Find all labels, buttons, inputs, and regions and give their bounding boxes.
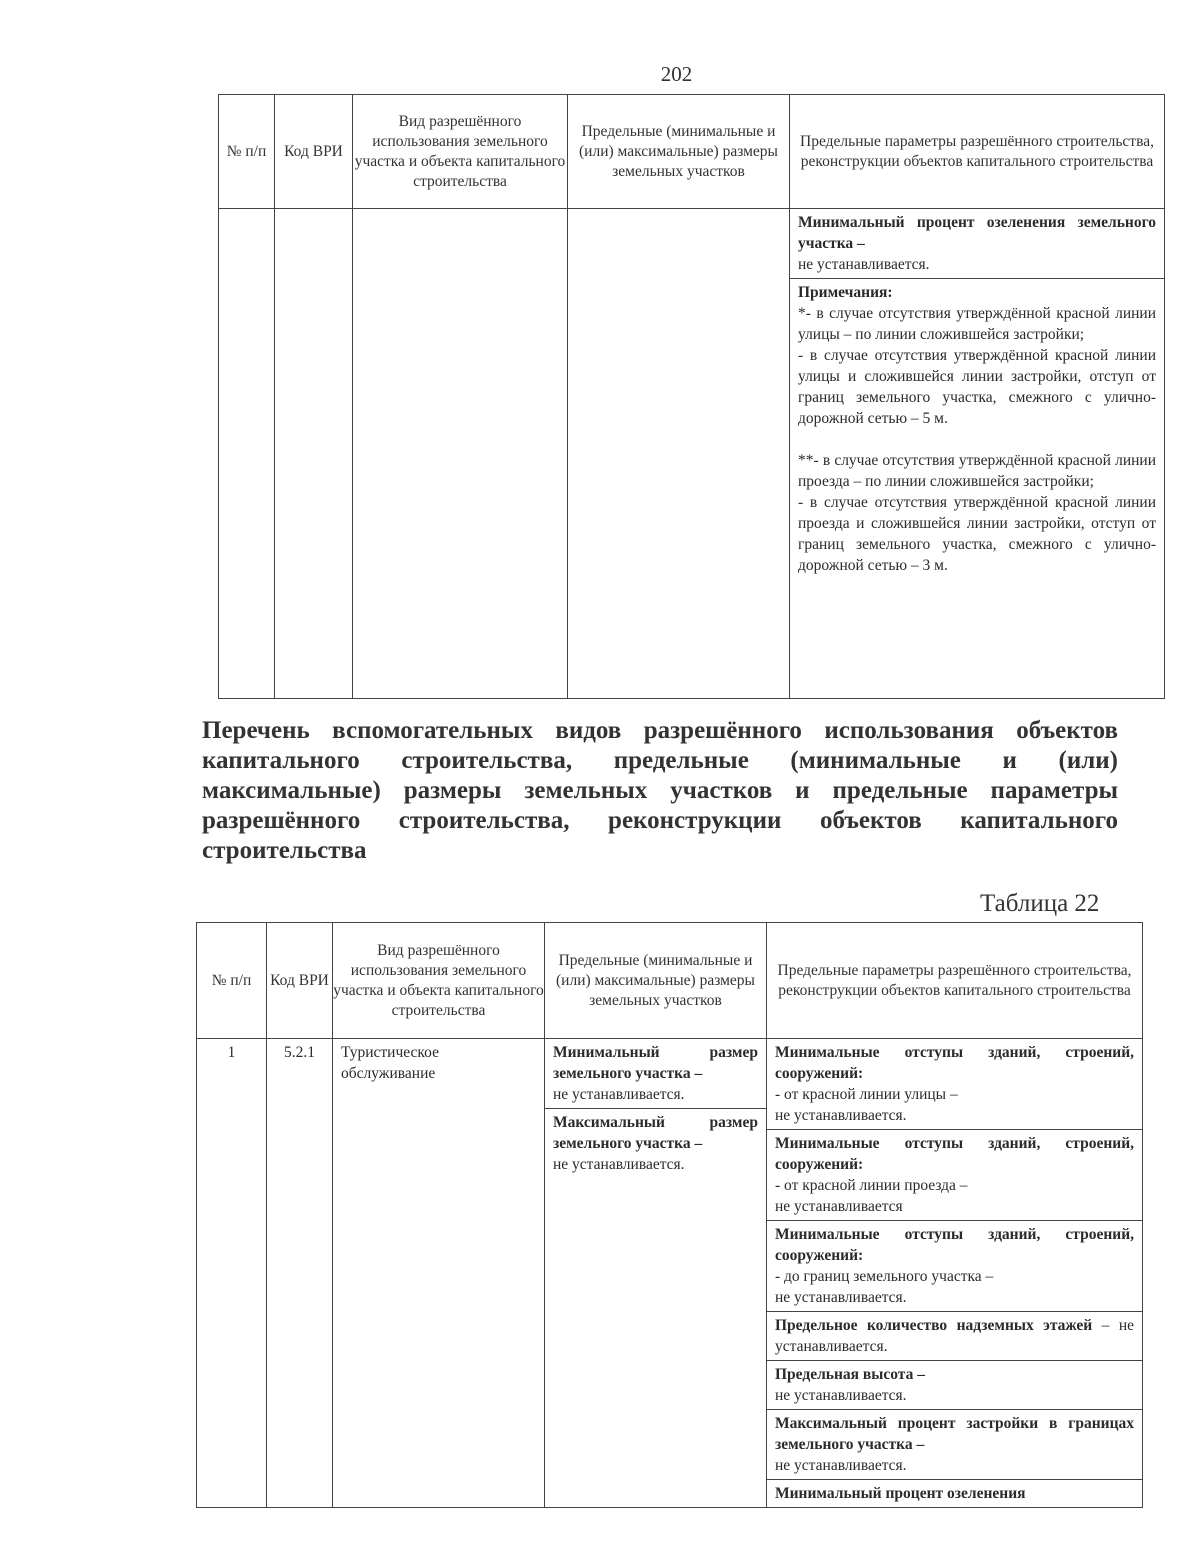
param-value: - до границ земельного участка –: [775, 1268, 994, 1285]
table-22: [196, 922, 1143, 1508]
param-value: не устанавливается.: [775, 1457, 907, 1474]
empty-cell: [219, 209, 275, 699]
param-title: Минимальные отступы зданий, строений, сооружений:: [775, 1135, 1134, 1173]
param-block: [767, 1039, 1142, 1130]
header-sizes: Предельные (минимальные и (или) максимальные) размеры земельных участков: [545, 923, 767, 1039]
note-3: **- в случае отсутствия утверждённой красной линии проезда – по линии сложившейся застройки;: [798, 452, 1156, 490]
page-number: 202: [660, 62, 693, 86]
notes-title: Примечания:: [798, 284, 893, 301]
param-block: [767, 1312, 1142, 1361]
notes-block: [790, 279, 1164, 579]
max-size-block: [545, 1109, 766, 1178]
min-green-title: Минимальный процент озеленения земельного участка –: [798, 214, 1156, 252]
note-4: - в случае отсутствия утверждённой красной линии проезда и сложившейся линии застройки, отступ от границ земельного участка, смежного с улично-дорожной сетью – 3 м.: [798, 494, 1156, 574]
max-size-title: Максимальный размер земельного участка –: [553, 1114, 758, 1152]
param-value: не устанавливается.: [775, 1107, 907, 1124]
header-code: Код ВРИ: [275, 95, 353, 209]
note-2: - в случае отсутствия утверждённой красной линии улицы и сложившейся линии застройки, отступ от границ земельного участка, смежного с улично-дорожной сетью – 5 м.: [798, 347, 1156, 427]
params-cell: [790, 209, 1165, 699]
top-table: [218, 94, 1165, 699]
header-num: № п/п: [197, 923, 267, 1039]
header-params: Предельные параметры разрешённого строительства, реконструкции объектов капитального строительства: [790, 95, 1165, 209]
param-block: [767, 1361, 1142, 1410]
max-size-value: не устанавливается.: [553, 1156, 685, 1173]
header-params: Предельные параметры разрешённого строительства, реконструкции объектов капитального строительства: [767, 923, 1143, 1039]
header-code: Код ВРИ: [267, 923, 333, 1039]
header-num: № п/п: [219, 95, 275, 209]
param-value: не устанавливается: [775, 1198, 903, 1215]
param-block: [767, 1130, 1142, 1221]
param-block: [767, 1480, 1142, 1507]
header-use: Вид разрешённого использования земельного участка и объекта капитального строительства: [333, 923, 545, 1039]
min-size-value: не устанавливается.: [553, 1086, 685, 1103]
header-sizes: Предельные (минимальные и (или) максимальные) размеры земельных участков: [568, 95, 790, 209]
param-block: [767, 1221, 1142, 1312]
table-caption: Таблица 22: [980, 890, 1100, 917]
row-use: Туристическое обслуживание: [333, 1039, 545, 1508]
header-use: Вид разрешённого использования земельного участка и объекта капитального строительства: [353, 95, 568, 209]
min-green-value: не устанавливается.: [798, 256, 930, 273]
row-code: 5.2.1: [267, 1039, 333, 1508]
empty-cell: [353, 209, 568, 699]
param-block: [767, 1410, 1142, 1480]
empty-cell: [568, 209, 790, 699]
param-title: Минимальные отступы зданий, строений, сооружений:: [775, 1044, 1134, 1082]
note-1: *- в случае отсутствия утверждённой красной линии улицы – по линии сложившейся застройки;: [798, 305, 1156, 343]
table-row: [197, 1039, 1143, 1508]
min-size-block: [545, 1039, 766, 1109]
param-title: Минимальные отступы зданий, строений, сооружений:: [775, 1226, 1134, 1264]
param-value: - от красной линии проезда –: [775, 1177, 968, 1194]
row-sizes: [545, 1039, 767, 1508]
param-title: Предельная высота –: [775, 1366, 925, 1383]
param-value: не устанавливается.: [775, 1289, 907, 1306]
empty-cell: [275, 209, 353, 699]
param-title: Предельное количество надземных этажей: [775, 1317, 1093, 1334]
row-params: [767, 1039, 1143, 1508]
param-value: - от красной линии улицы –: [775, 1086, 958, 1103]
row-num: 1: [197, 1039, 267, 1508]
param-title: Минимальный процент озеленения: [775, 1485, 1026, 1502]
param-value: не устанавливается.: [775, 1387, 907, 1404]
param-title: Максимальный процент застройки в границах земельного участка –: [775, 1415, 1134, 1453]
section-heading: Перечень вспомогательных видов разрешённого использования объектов капитального строительства, предельные (минимальные и (или) максимальные) размеры земельных участков и предельные параметры разрешённого строительства, реконструкции объектов капитального строительства: [202, 717, 1118, 864]
param-value: – не устанавливается.: [775, 1317, 1134, 1355]
min-green-block: [790, 209, 1164, 279]
min-size-title: Минимальный размер земельного участка –: [553, 1044, 758, 1082]
